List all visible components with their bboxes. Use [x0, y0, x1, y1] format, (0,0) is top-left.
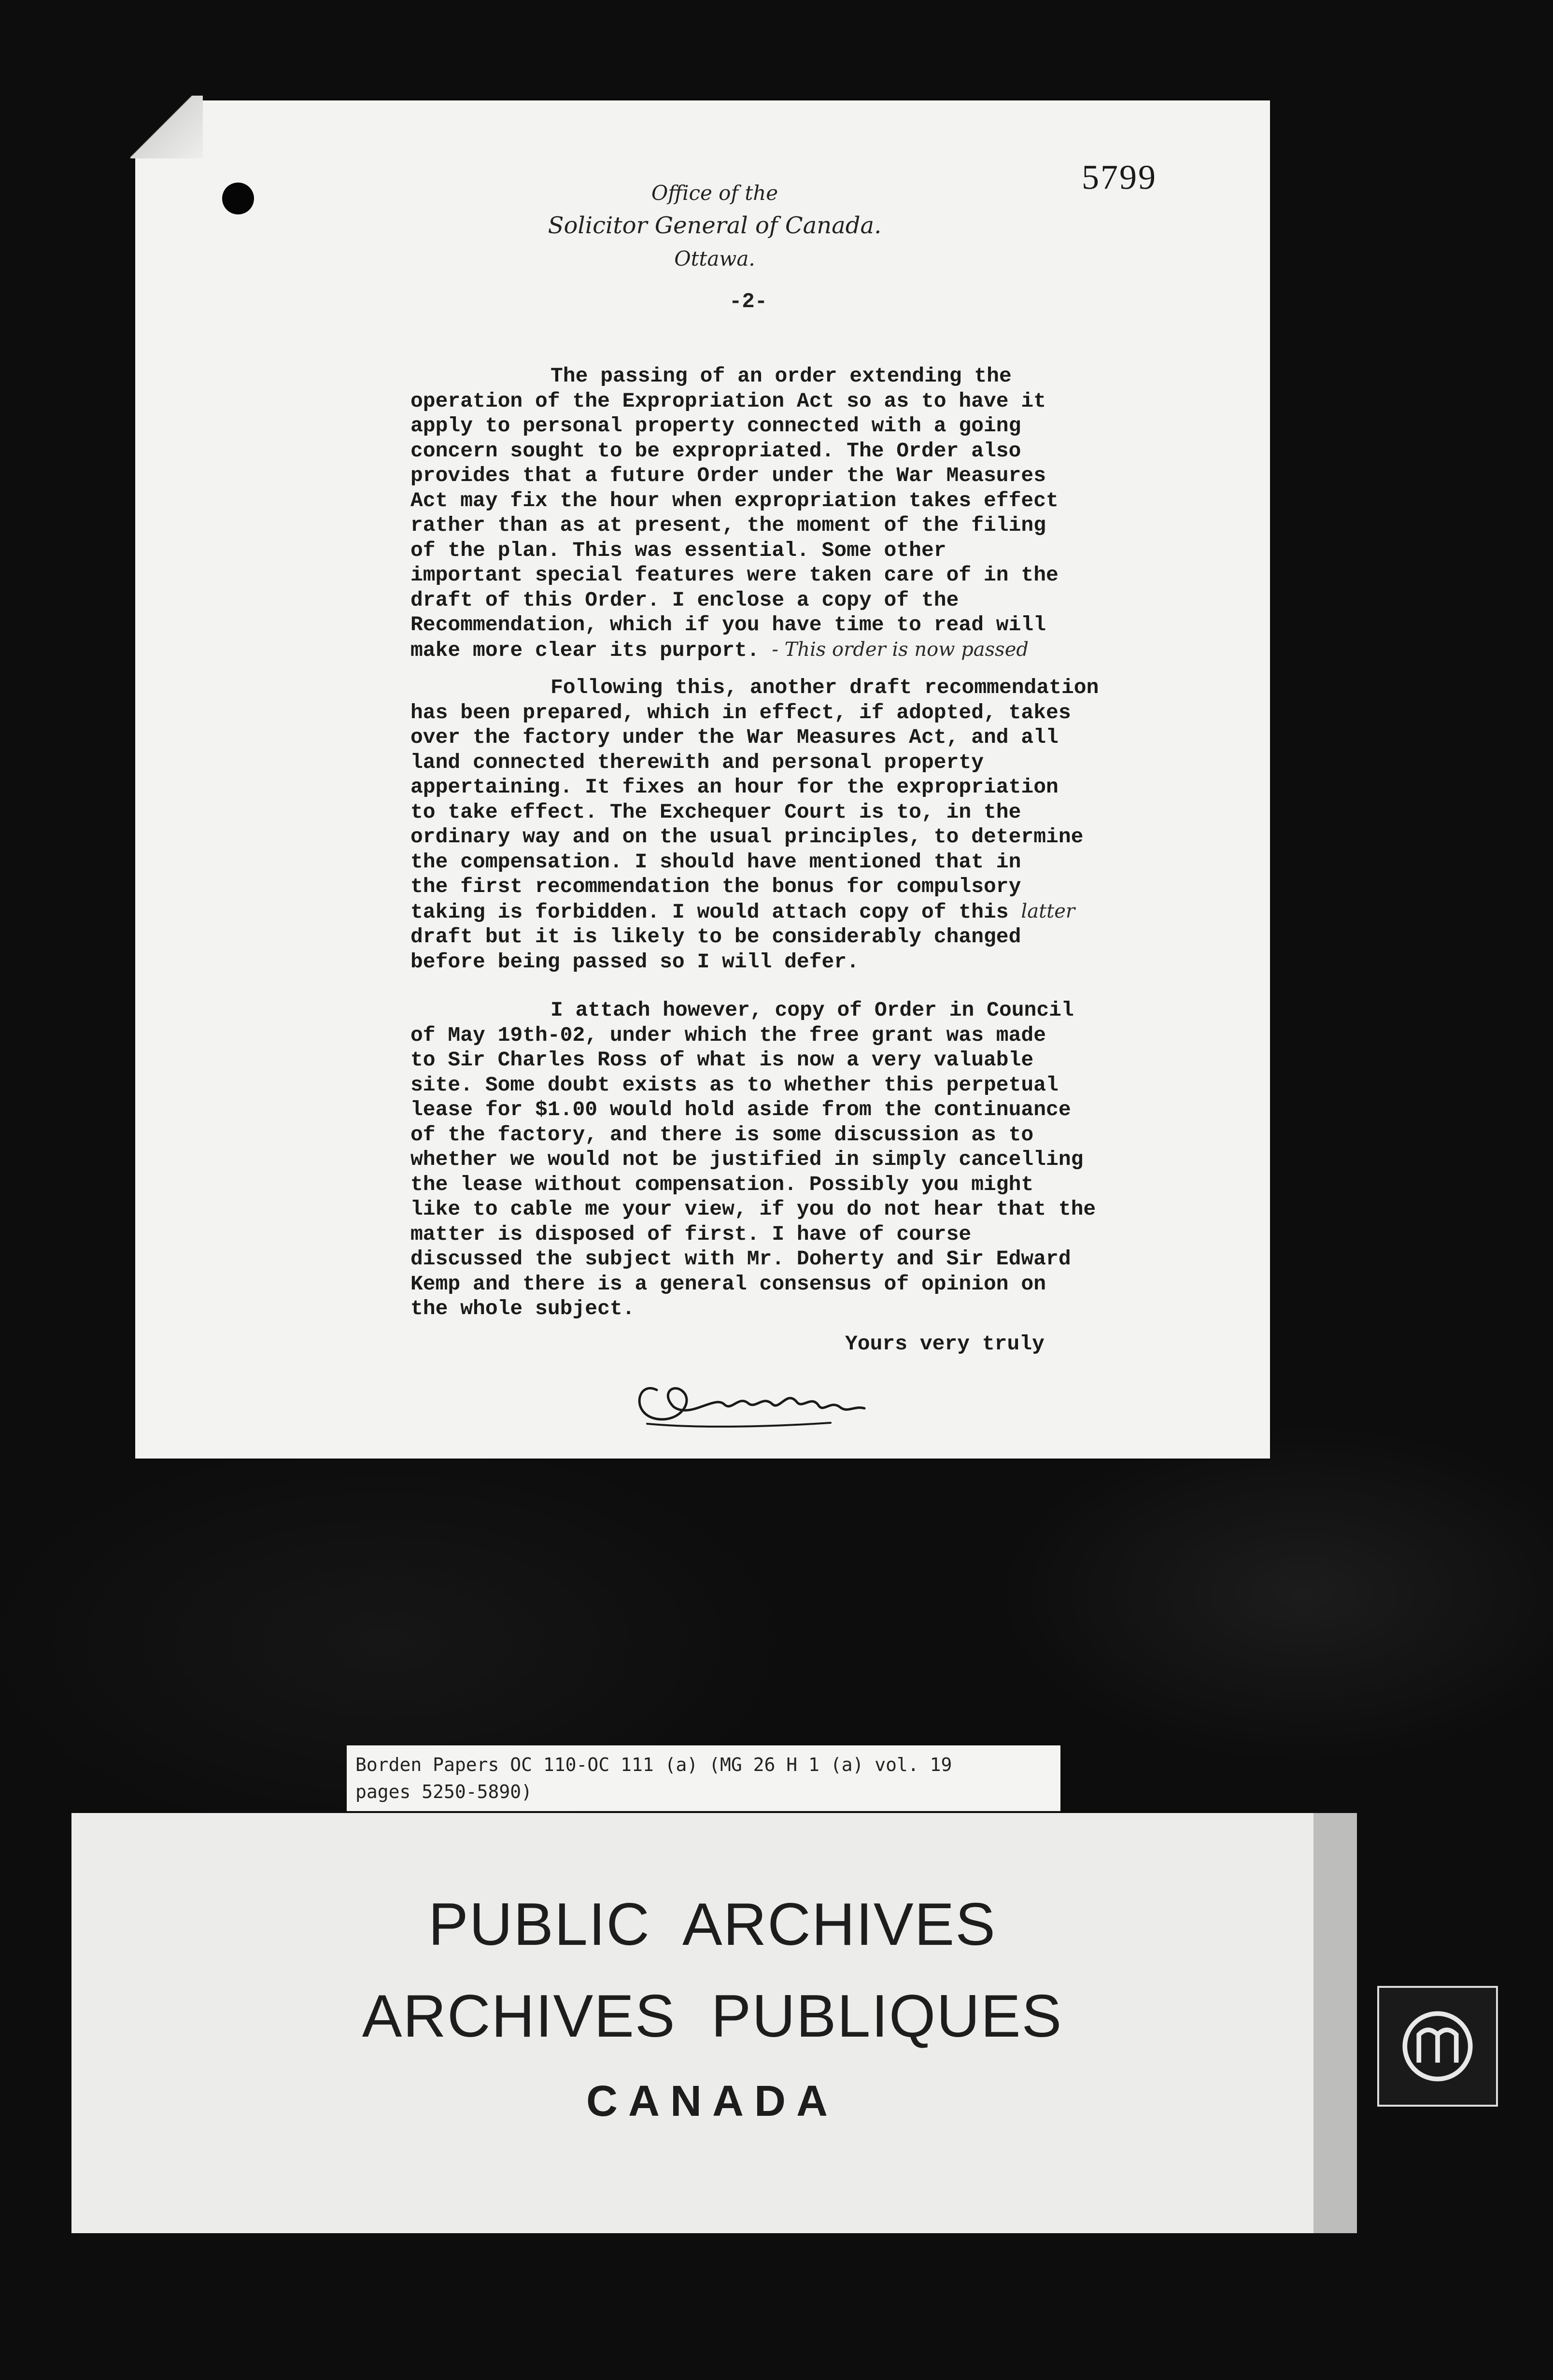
text-line: I attach however, copy of Order in Council	[551, 998, 1074, 1022]
text-line: appertaining. It fixes an hour for the expropriation	[410, 775, 1059, 799]
folded-corner-icon	[130, 96, 203, 158]
text-line	[410, 899, 1367, 925]
text-line: site. Some doubt exists as to whether this perpetual	[410, 1073, 1059, 1097]
punch-hole-icon	[222, 183, 254, 214]
signature	[628, 1361, 879, 1433]
text-line: operation of the Expropriation Act so as to have it	[410, 389, 1046, 413]
text-line: the lease without compensation. Possibly you might	[410, 1172, 1034, 1196]
letterhead-line: Solicitor General of Canada.	[548, 212, 882, 239]
text-line: rather than as at present, the moment of the filing	[410, 513, 1046, 537]
text-line: Kemp and there is a general consensus of opinion on	[410, 1272, 1046, 1296]
text-line: like to cable me your view, if you do not hear that the	[410, 1197, 1096, 1221]
text-line: lease for $1.00 would hold aside from the continuance	[410, 1098, 1071, 1121]
text-line: the first recommendation the bonus for compulsory	[410, 875, 1021, 898]
letterhead-line: Office of the	[651, 181, 778, 205]
text-line: draft of this Order. I enclose a copy of the	[410, 588, 959, 612]
text-line: to take effect. The Exchequer Court is to, in the	[410, 800, 1021, 824]
text-line	[410, 638, 1367, 663]
handwritten-note: - This order is now passed	[772, 638, 1029, 661]
text-line: ordinary way and on the usual principles, to determine	[410, 825, 1084, 849]
text-line: Recommendation, which if you have time to read will	[410, 613, 1046, 637]
caption-line: pages 5250-5890)	[355, 1781, 533, 1802]
letterhead	[473, 178, 956, 275]
letterhead-line: Ottawa.	[674, 247, 755, 270]
paragraph-3	[410, 998, 1367, 1321]
text-line: matter is disposed of first. I have of course	[410, 1222, 972, 1246]
archives-title-en: PUBLIC ARCHIVES	[428, 1891, 996, 1958]
text-line: Following this, another draft recommendation	[551, 676, 1099, 699]
text-fragment: make more clear its purport.	[410, 638, 760, 662]
emblem-graphic-icon	[1379, 1988, 1496, 2105]
caption-line: Borden Papers OC 110-OC 111 (a) (MG 26 H 1 (a) vol. 19	[355, 1754, 952, 1775]
text-line: provides that a future Order under the War Measures	[410, 464, 1046, 487]
text-line: of the plan. This was essential. Some other	[410, 538, 946, 562]
paragraph-1	[410, 364, 1367, 663]
text-line: over the factory under the War Measures Act, and all	[410, 725, 1059, 749]
letter-page	[135, 100, 1270, 1459]
archives-emblem-icon	[1377, 1986, 1498, 2107]
archive-caption-slip	[347, 1745, 1060, 1811]
text-line: before being passed so I will defer.	[410, 949, 859, 974]
text-line: draft but it is likely to be considerably changed	[410, 925, 1021, 949]
archives-card	[71, 1813, 1353, 2233]
closing: Yours very truly	[845, 1332, 1045, 1356]
text-line: Act may fix the hour when expropriation takes effect	[410, 488, 1059, 512]
archives-title-fr: ARCHIVES PUBLIQUES	[362, 1983, 1063, 2050]
text-line: The passing of an order extending the	[551, 364, 1012, 388]
card-edge	[1313, 1813, 1357, 2233]
text-line: the whole subject.	[410, 1297, 635, 1320]
archives-country: CANADA	[586, 2077, 838, 2125]
text-line: of the factory, and there is some discussion as to	[410, 1122, 1034, 1147]
text-fragment: taking is forbidden. I would attach copy of this	[410, 900, 1009, 924]
text-line: to Sir Charles Ross of what is now a very valuable	[410, 1048, 1034, 1072]
text-line: discussed the subject with Mr. Doherty and Sir Edward	[410, 1247, 1071, 1271]
text-line: the compensation. I should have mentioned that in	[410, 850, 1021, 874]
text-line: has been prepared, which in effect, if adopted, takes	[410, 700, 1071, 724]
handwritten-note: latter	[1021, 900, 1075, 922]
text-line: of May 19th-02, under which the free grant was made	[410, 1023, 1046, 1047]
text-line: apply to personal property connected with a going	[410, 414, 1021, 438]
paragraph-2	[410, 675, 1367, 974]
text-line: whether we would not be justified in simply cancelling	[410, 1148, 1084, 1171]
page-marker: -2-	[729, 290, 768, 314]
text-line: land connected therewith and personal property	[410, 750, 984, 774]
text-line: important special features were taken care of in the	[410, 563, 1059, 587]
page-number: 5799	[1082, 158, 1157, 197]
text-line: concern sought to be expropriated. The Order also	[410, 439, 1021, 463]
